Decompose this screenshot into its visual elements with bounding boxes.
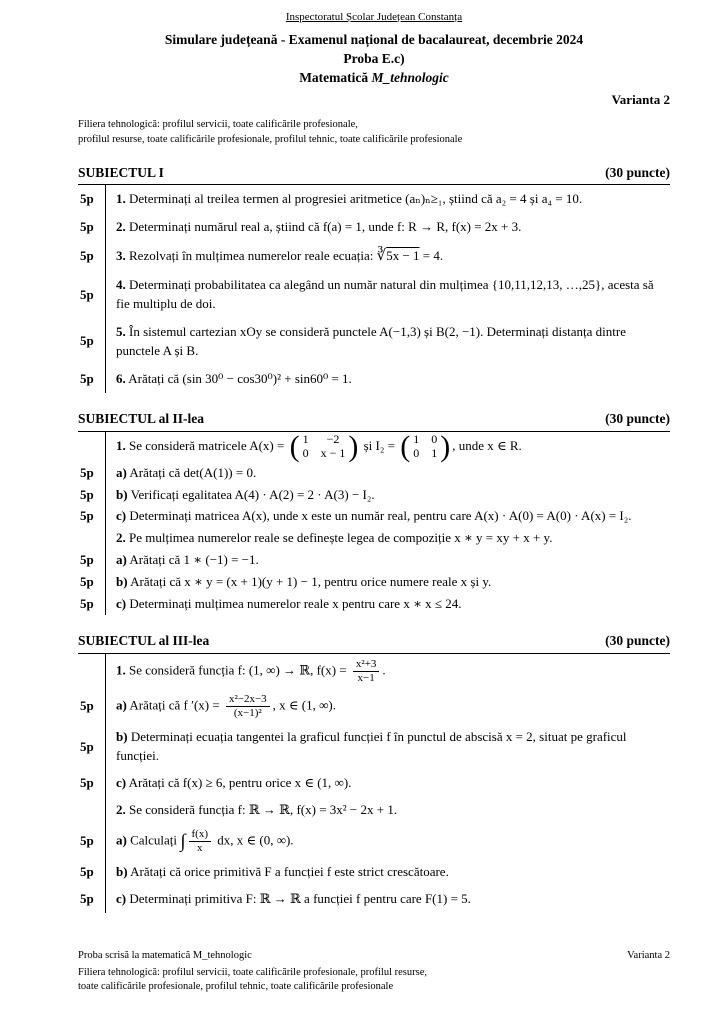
filiera-line-2: profilul resurse, toate calificările profesionale, profilul tehnic, toate calificările profesionale (78, 133, 463, 145)
points-marker: 5p (80, 890, 94, 906)
section-points: (30 puncte) (605, 164, 670, 180)
points-marker: 5p (80, 738, 94, 754)
problem-text: Verificați egalitatea A(4) · A(2) = 2 · A(3) − I₂. (130, 486, 375, 502)
matrix-cell: 1 (413, 432, 420, 447)
section-points: (30 puncte) (605, 411, 670, 427)
problem-text: , x ∈ (1, ∞). (272, 697, 336, 713)
subject-3-body (78, 654, 670, 913)
problem-number: 1. (116, 190, 126, 206)
problem-text: Calculați (130, 832, 181, 848)
left-paren: ( (400, 430, 411, 464)
problem-letter: c) (116, 775, 127, 791)
integral-sign: ∫ (180, 830, 186, 852)
fraction (189, 828, 212, 855)
fraction-numerator: f(x) (191, 827, 208, 840)
problem-number: 5. (116, 323, 126, 339)
problem-number: 3. (116, 247, 126, 263)
problem-letter: a) (116, 832, 127, 848)
problem-text: . (382, 662, 386, 678)
matrix-cell: −2 (326, 432, 340, 447)
matrix-A (289, 430, 359, 464)
problem-3-1b (105, 724, 670, 770)
filiera-note (78, 118, 670, 146)
subject-1-body (78, 185, 670, 393)
problem-1-1 (105, 185, 670, 213)
matrix-cell: 0 (302, 445, 309, 460)
problem-letter: b) (116, 486, 128, 502)
matrix-cell: 1 (431, 445, 438, 460)
subject-2-header (78, 409, 670, 432)
subject-1 (78, 163, 670, 393)
problem-text: Determinați matricea A(x), unde x este un număr real, pentru care A(x) · A(0) = A(0) · A(x) = I₂. (129, 508, 632, 524)
subject-2-body (78, 432, 670, 616)
points-marker: 5p (80, 508, 94, 524)
problem-2-1a (105, 462, 670, 484)
footer-exam-name: Proba scrisă la matematică M_tehnologic (78, 950, 252, 962)
points-marker: 5p (80, 864, 94, 880)
title-line-2: Proba E.c) (343, 50, 405, 66)
problem-text: Arătați că f ′(x) = (129, 697, 223, 713)
problem-3-2b (105, 859, 670, 886)
problem-text: Se consideră matricele A(x) = (129, 437, 288, 453)
problem-letter: b) (116, 864, 128, 880)
points-marker: 5p (80, 486, 94, 502)
fraction-denominator: (x−1)² (226, 706, 270, 720)
problem-text: , unde x ∈ R. (452, 437, 522, 453)
points-marker: 5p (80, 286, 94, 302)
problem-1-4 (105, 272, 670, 319)
problem-text: Determinați ecuația tangentei la graficul funcției f în punctul de abscisă x = 2, situat pe graficul funcției. (116, 729, 627, 764)
points-marker: 5p (80, 698, 94, 714)
footer-filiera-2: toate calificările profesionale, profilul tehnic, toate calificările profesionale (78, 980, 394, 992)
problem-text: Arătați că orice primitivă F a funcției f este strict crescătoare. (130, 864, 449, 880)
problem-text: Pe mulțimea numerelor reale se definește legea de compoziție x ∗ y = xy + x + y. (129, 530, 553, 546)
page-footer (78, 949, 670, 994)
problem-text: Determinați probabilitatea ca alegând un număr natural din mulțimea {10,11,12,13, …,25}, acesta să fie multiplu de doi. (116, 277, 654, 312)
problem-text: Arătați că (sin 30⁰ − cos30⁰)² + sin60⁰ = 1. (128, 370, 352, 386)
problem-text: Arătați că det(A(1)) = 0. (129, 464, 257, 480)
problem-1-6 (105, 365, 670, 393)
points-marker: 5p (80, 190, 94, 206)
problem-text: Determinați al treilea termen al progresiei aritmetice (aₙ)ₙ≥₁, știind că a₂ = 4 și a₄ = 10. (129, 190, 583, 206)
problem-text: Arătați că x ∗ y = (x + 1)(y + 1) − 1, pentru orice numere reale x și y. (130, 573, 492, 589)
points-marker: 5p (80, 248, 94, 263)
variant-label: Varianta 2 (611, 91, 670, 107)
cube-root-sign: ∛ (376, 247, 387, 264)
footer-filiera-1: Filiera tehnologică: profilul servicii, toate calificările profesionale, profilul resurse, (78, 966, 427, 978)
problem-text: Rezolvați în mulțimea numerelor reale ecuația: (129, 247, 377, 263)
problem-letter: c) (116, 595, 127, 611)
problem-1-5 (105, 318, 670, 365)
problem-text: = 4. (419, 247, 444, 263)
problem-1-2 (105, 213, 670, 241)
problem-2-1c (105, 506, 670, 528)
problem-text: Se consideră funcția f: (1, ∞) → ℝ, f(x) = (129, 662, 350, 678)
problem-letter: a) (116, 464, 127, 480)
section-points: (30 puncte) (605, 633, 670, 649)
problem-number: 4. (116, 277, 126, 293)
problem-text: Arătați că f(x) ≥ 6, pentru orice x ∈ (1, ∞). (128, 775, 352, 791)
points-marker: 5p (80, 595, 94, 611)
problem-1-3 (105, 241, 670, 272)
problem-text: Determinați primitiva F: ℝ → ℝ a funcției f pentru care F(1) = 5. (129, 890, 471, 906)
radicand: 5x − 1 (386, 247, 420, 263)
problem-3-2a (105, 824, 670, 859)
problem-text: dx, x ∈ (0, ∞). (214, 832, 294, 848)
problem-3-1a (105, 689, 670, 724)
matrix-I2 (400, 430, 451, 464)
matrix-cell: 0 (413, 445, 420, 460)
problem-text: În sistemul cartezian xOy se consideră punctele A(−1,3) și B(2, −1). Determinați distanța dintre punctele A și B. (116, 323, 626, 358)
title-subject-prefix: Matematică (299, 69, 372, 85)
problem-letter: b) (116, 729, 128, 745)
problem-text: Se consideră funcția f: ℝ → ℝ, f(x) = 3x² − 2x + 1. (129, 801, 398, 817)
problem-2-1b (105, 484, 670, 506)
problem-number: 6. (116, 370, 126, 386)
problem-letter: b) (116, 573, 128, 589)
problem-text: Arătați că 1 ∗ (−1) = −1. (129, 552, 259, 568)
section-title: SUBIECTUL al III-lea (78, 633, 210, 649)
subject-2 (78, 409, 670, 615)
problem-2-2c (105, 593, 670, 615)
problem-text: Determinați numărul real a, știind că f(a) = 1, unde f: R → R, f(x) = 2x + 3. (129, 218, 522, 234)
problem-number: 2. (116, 530, 126, 546)
points-marker: 5p (80, 552, 94, 568)
problem-number: 2. (116, 801, 126, 817)
footer-variant: Varianta 2 (627, 950, 670, 962)
title-line-3 (78, 69, 670, 88)
problem-3-2c (105, 886, 670, 913)
subject-3 (78, 631, 670, 913)
problem-2-2b (105, 571, 670, 593)
problem-text: Determinați mulțimea numerelor reale x pentru care x ∗ x ≤ 24. (129, 595, 462, 611)
points-marker: 5p (80, 370, 94, 386)
left-paren: ( (289, 430, 300, 464)
points-marker: 5p (80, 573, 94, 589)
matrix-cell: x − 1 (320, 445, 346, 460)
subject-1-header (78, 163, 670, 186)
points-marker: 5p (80, 333, 94, 349)
fraction-denominator: x−1 (353, 671, 380, 685)
problem-3-1c (105, 770, 670, 797)
problem-2-1-intro (105, 432, 670, 463)
matrix-cell: 1 (302, 432, 309, 447)
title-subject-profile: M_tehnologic (371, 69, 449, 85)
filiera-line-1: Filiera tehnologică: profilul servicii, toate calificările profesionale, (78, 119, 358, 131)
exam-title-block (78, 31, 670, 88)
right-paren: ) (440, 430, 451, 464)
problem-text: și I₂ = (360, 437, 399, 453)
problem-letter: c) (116, 890, 127, 906)
title-line-1: Simulare județeană - Examenul național de bacalaureat, decembrie 2024 (164, 31, 584, 47)
matrix-cell: 0 (431, 432, 438, 447)
points-marker: 5p (80, 218, 94, 234)
right-paren: ) (348, 430, 359, 464)
problem-3-2-intro (105, 797, 670, 824)
problem-3-1-intro (105, 654, 670, 689)
problem-2-2a (105, 550, 670, 572)
fraction (226, 693, 270, 720)
problem-number: 1. (116, 437, 126, 453)
points-marker: 5p (80, 833, 94, 849)
fraction-denominator: x (189, 841, 212, 855)
problem-letter: a) (116, 697, 127, 713)
fraction-numerator: x²+3 (355, 657, 377, 670)
subject-3-header (78, 631, 670, 654)
points-marker: 5p (80, 464, 94, 480)
problem-2-2-intro (105, 528, 670, 550)
fraction-numerator: x²−2x−3 (228, 693, 267, 706)
problem-letter: a) (116, 552, 127, 568)
problem-number: 1. (116, 662, 126, 678)
fraction (353, 658, 380, 685)
section-title: SUBIECTUL al II-lea (78, 411, 205, 427)
problem-letter: c) (116, 508, 127, 524)
points-marker: 5p (80, 775, 94, 791)
problem-number: 2. (116, 218, 126, 234)
section-title: SUBIECTUL I (78, 164, 164, 180)
institution-header: Inspectoratul Școlar Județean Constanța (285, 11, 463, 23)
